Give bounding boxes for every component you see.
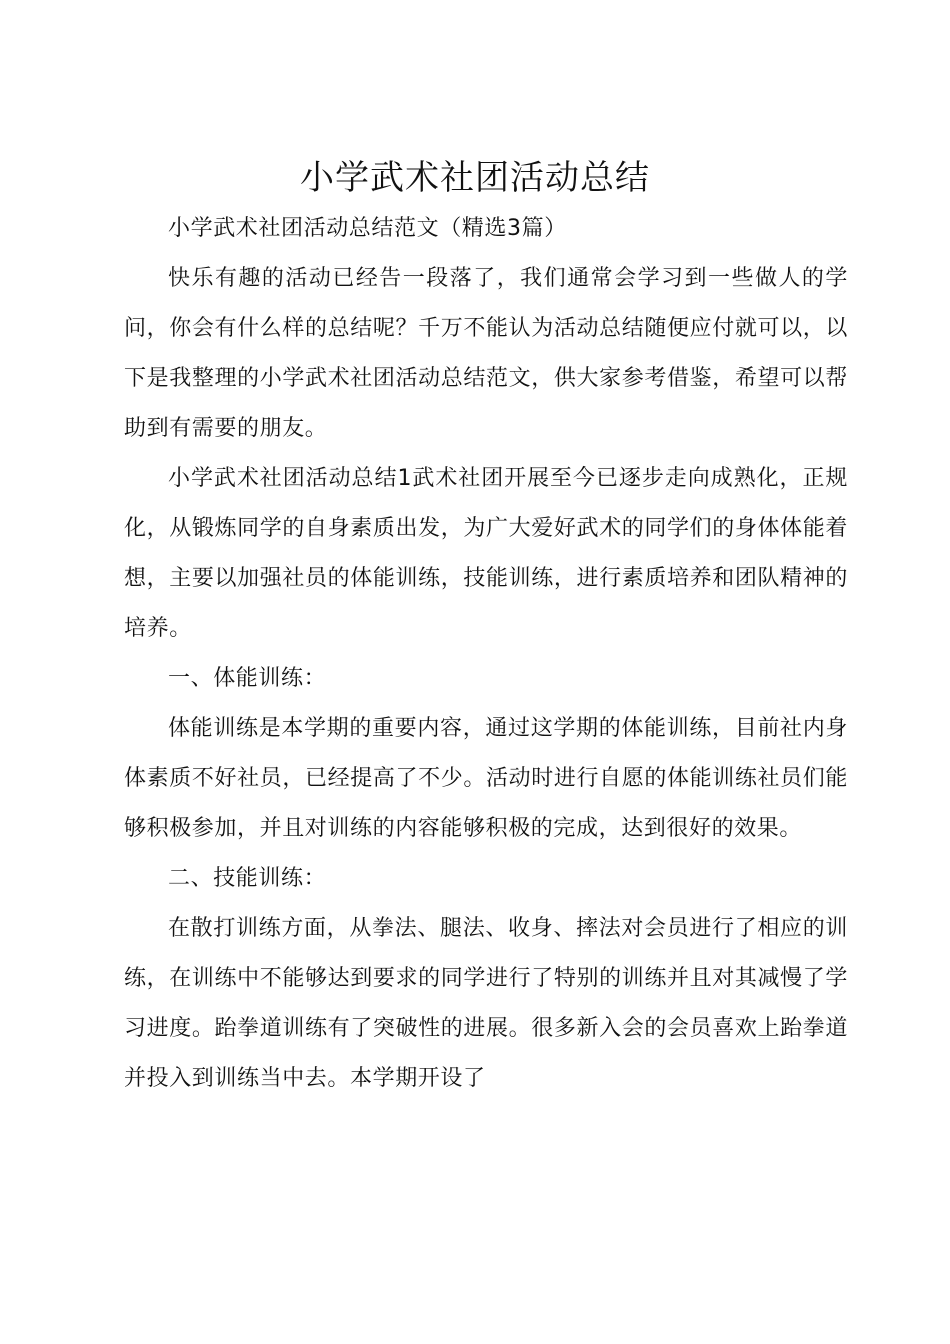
document-title: 小学武术社团活动总结 bbox=[300, 158, 650, 198]
section-heading-physical-training: 一、体能训练： bbox=[168, 666, 327, 691]
subtitle-paragraph: 小学武术社团活动总结范文（精选3篇） bbox=[168, 216, 567, 241]
skill-training-paragraph: 在散打训练方面，从拳法、腿法、收身、摔法对会员进行了相应的训练，在训练中不能够达到要求的同学进行了特别的训练并且对其减慢了学习进度。跆拳道训练有了突破性的进展。很多新入会的会员喜欢上跆拳道并投入到训练当中去。本学期开设了 bbox=[124, 916, 848, 1091]
document-body bbox=[124, 204, 848, 1104]
section-heading-skill-training: 二、技能训练： bbox=[168, 866, 327, 891]
summary-paragraph: 小学武术社团活动总结1武术社团开展至今已逐步走向成熟化，正规化，从锻炼同学的自身素质出发，为广大爱好武术的同学们的身体体能着想，主要以加强社员的体能训练，技能训练，进行素质培养和团队精神的培养。 bbox=[124, 466, 848, 641]
intro-paragraph: 快乐有趣的活动已经告一段落了，我们通常会学习到一些做人的学问，你会有什么样的总结呢？千万不能认为活动总结随便应付就可以，以下是我整理的小学武术社团活动总结范文，供大家参考借鉴，希望可以帮助到有需要的朋友。 bbox=[124, 266, 848, 441]
physical-training-paragraph: 体能训练是本学期的重要内容，通过这学期的体能训练，目前社内身体素质不好社员，已经提高了不少。活动时进行自愿的体能训练社员们能够积极参加，并且对训练的内容能够积极的完成，达到很好的效果。 bbox=[124, 716, 848, 841]
